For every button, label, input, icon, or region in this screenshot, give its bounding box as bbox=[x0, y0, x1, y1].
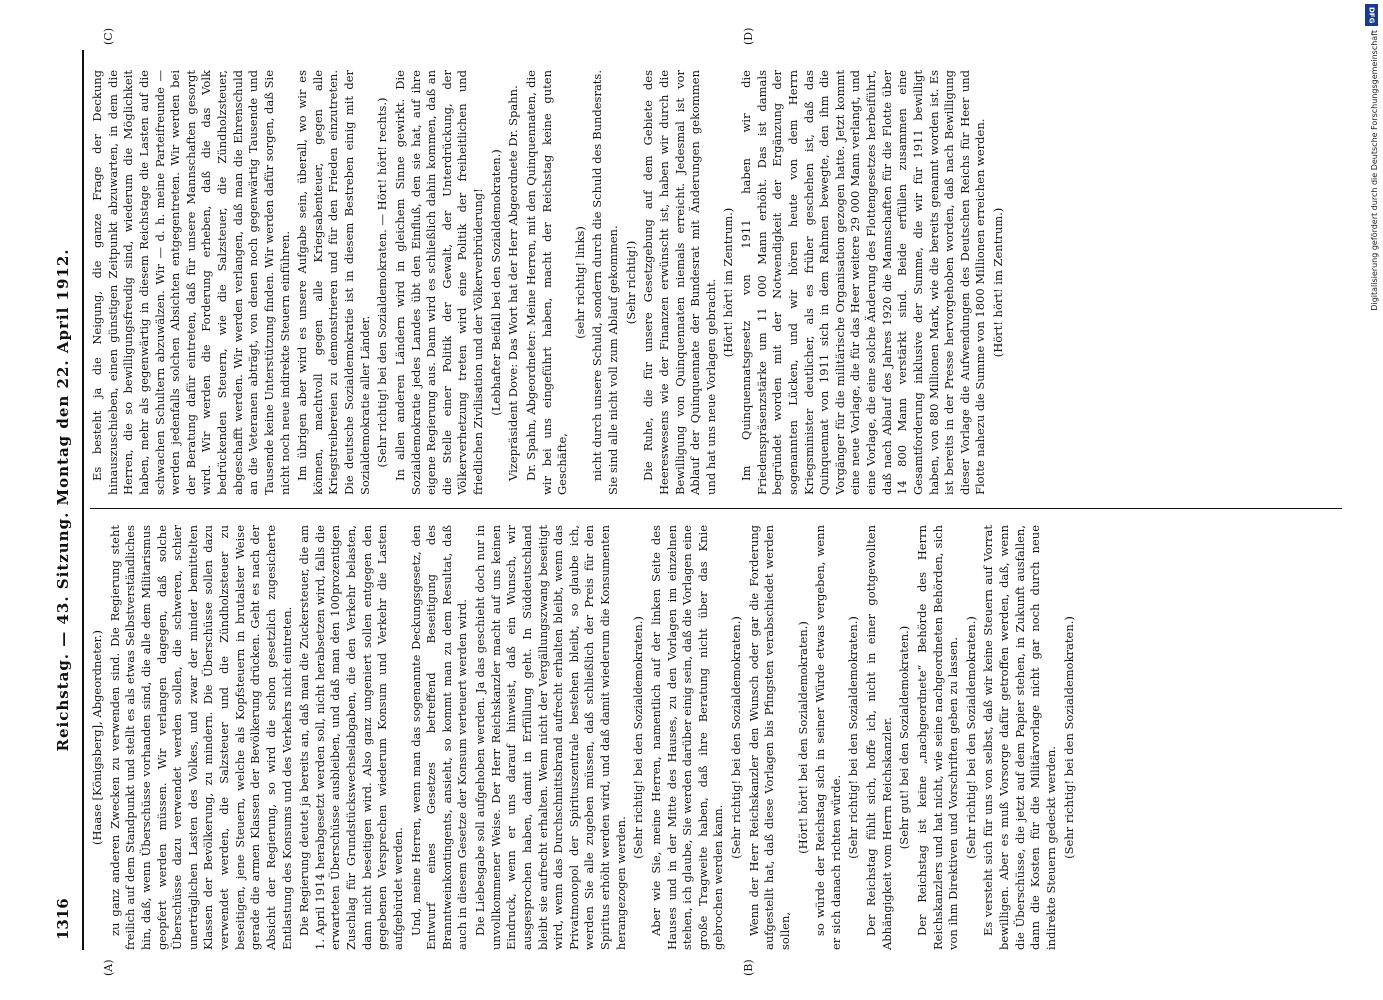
right-paragraph: (Hört! hört! im Zentrum.) bbox=[990, 207, 1005, 358]
left-paragraph: (Sehr richtig! bei den Sozialdemokraten.) bbox=[963, 616, 978, 859]
left-paragraph: Die Liebesgabe soll aufgehoben werden. Ja das geschieht doch nur in unvollkommener Weise. Der Herr Reichskanzler macht auf uns keinen Eindruck, wenn er uns darauf hinweist, daß ein Wunsch, wir ausgesprochen haben, damit in Erfüllung geht. In Süddeutschland bleibt sie aufrecht erhalten. Wenn nicht der Vergällungszwang beseitigt wird, wenn das Durchschnittsbrand aufrecht erhalten bleibt, wenn das Privatmonopol der Spirituszentrale bestehen bleibt, so glaube ich, werden Sie alle zugeben müssen, daß schließlich der Preis für den Spiritus erhöht werden wird, und daß damit wiederum die Konsumenten herangezogen werden. bbox=[472, 525, 628, 950]
right-paragraph: Im Quinquennatsgesetz von 1911 haben wir die Friedenspräsenzstärke um 11 000 Mann erhöht. Das ist damals begründet worden mit der Notwendigkeit der Ergänzung der sogenannten Lücken, und wir hören heute von dem Herrn Kriegsminister deutlicher, als es früher geschehen ist, daß das Quinquennat von 1911 sich in dem Rahmen bewegte, den ihm die Vorgänger für die militärische Organisation gezogen hatte. Jetzt kommt eine neue Vorlage, die für das Heer weitere 29 000 Mann verlangt, und eine Vorlage, die eine solche Änderung des Flottengesetzes herbeiführt, daß nach Ablauf des Jahres 1920 die Mannschaften für die Flotte über 14 800 Mann verstärkt sind. Beide erfüllen zusammen eine Gesamtforderung inklusive der Summe, die wir für 1911 bewilligt haben, von 880 Millionen Mark, wie die bereits genannt worden ist. Es ist bereits in der Presse hervorgehoben worden, daß nach Bewilligung dieser Vorlage die Aufwendungen des Deutschen Reichs für Heer und Flotte nahezu die Summe von 1800 Millionen erreichen werden. bbox=[738, 70, 987, 495]
right-column bbox=[90, 70, 1342, 495]
right-paragraph: (sehr richtig! links) bbox=[572, 226, 587, 339]
right-paragraph: (Hört! hört! im Zentrum.) bbox=[720, 207, 735, 358]
left-paragraph: Die Regierung deutet ja bereits an, daß man die Zuckersteuer, die am 1. April 1914 herabgesetzt werden soll, nicht herabsetzen wird, falls die erwarteten Überschüsse ausbleiben, und daß man den 100prozentigen Zuschlag für Grundstückswechselabgaben, die den Verkehr belasten, dann nicht beseitigen wird. Also ganz ungeniert sollen entgegen den gegebenen Versprechen wiederum Konsum und Verkehr die Lasten aufgebürdet werden. bbox=[296, 525, 405, 950]
right-paragraph: In allen anderen Ländern wird in gleichem Sinne gewirkt. Die Sozialdemokratie jedes Landes übt den Einfluß, den sie hat, auf ihre eigene Regierung aus. Dann wird es schließlich dahin kommen, daß an die Stelle einer Politik der Gewalt, der Unterdrückung, der Völkerverhetzung treten wird eine Politik der freiheitlichen und friedlichen Zivilisation und der Völkerverbrüderung! bbox=[392, 70, 485, 495]
left-paragraph: (Haase [Königsberg], Abgeordneter.) bbox=[89, 629, 104, 846]
left-paragraph: (Sehr richtig! bei den Sozialdemokraten.) bbox=[630, 616, 645, 859]
dfg-logo: DFG bbox=[1365, 4, 1378, 26]
margin-mark-a: (A) bbox=[101, 959, 115, 976]
left-paragraph: Es versteht sich für uns von selbst, daß wir keine Steuern auf Vorrat bewilligen. Aber es muß Vorsorge dafür getroffen werden, daß, wenn die Überschüsse, die jetzt auf dem Papier stehen, in Zukunft ausfallen, dann die Kosten für die Militärvorlage nicht gar noch durch neue indirekte Steuern gedeckt werden. bbox=[980, 525, 1058, 950]
column-divider bbox=[90, 508, 1342, 509]
margin-mark-c: (C) bbox=[101, 28, 115, 45]
left-paragraph: (Sehr richtig! bei den Sozialdemokraten.) bbox=[728, 616, 743, 859]
right-paragraph: Vizepräsident Dove: Das Wort hat der Herr Abgeordnete Dr. Spahn. bbox=[505, 85, 520, 481]
right-paragraph: Dr. Spahn, Abgeordneter: Meine Herren, mit den Quinquennaten, die wir bei uns eingeführt haben, macht der Reichstag keine guten Geschäfte, bbox=[523, 70, 569, 495]
left-paragraph: Und, meine Herren, wenn man das sogenannte Deckungsgesetz, den Entwurf eines Gesetzes betreffend Beseitigung des Branntweinkontingents, ansieht, so kommt man zu dem Resultat, daß auch in diesem Gesetze der Konsum verteuert werden wird. bbox=[408, 525, 469, 950]
page-header bbox=[42, 50, 84, 950]
newspaper-page bbox=[42, 27, 1342, 976]
left-paragraph: (Sehr richtig! bei den Sozialdemokraten.) bbox=[845, 616, 860, 859]
right-paragraph: (Lebhafter Beifall bei den Sozialdemokraten.) bbox=[488, 149, 503, 416]
right-paragraph: Die Ruhe, die für unsere Gesetzgebung auf dem Gebiete des Heereswesens wie der Finanzen erwünscht ist, haben wir durch die Bewilligung von Quinquennaten niemals erreicht. Jedesmal ist vor Ablauf der Quinquennate der Bundesrat mit Änderungen gekommen und hat uns neue Vorlagen gebracht. bbox=[640, 70, 718, 495]
right-paragraph: Im übrigen aber wird es unsere Aufgabe sein, überall, wo wir es können, machtvoll gegen alle Kriegsabenteuer, gegen alle Kriegstreibereien zu demonstrieren und für den Frieden einzutreten. Die deutsche Sozialdemokratie ist in diesem Bestreben einig mit der Sozialdemokratie aller Länder. bbox=[294, 70, 372, 495]
left-paragraph: zu ganz anderen Zwecken zu verwenden sind. Die Regierung steht freilich auf dem Standpunkt und stellt es als etwas Selbstverständliches hin, daß, wenn Überschüsse vorhanden sind, die alle dem Militarismus geopfert werden müssen. Wir verlangen dagegen, daß solche Überschüsse dazu verwendet werden sollen, die schweren, schier unerträglichen Lasten des Volkes, und zwar der minder bemittelten Klassen der Bevölkerung, zu mindern. Die Überschüsse sollen dazu verwendet werden, die Salzsteuer und die Zündholzsteuer zu beseitigen, jene Steuern, welche als Kopfsteuern in brutalster Weise gerade die armen Klassen der Bevölkerung drücken. Geht es nach der Absicht der Regierung, so wird die schon gesetzlich zugesicherte Entlastung des Konsums und des Verkehrs nicht eintreten. bbox=[107, 525, 293, 950]
margin-mark-d: (D) bbox=[741, 27, 755, 45]
left-paragraph: Der Reichstag ist keine „nachgeordnete“ Behörde des Herrn Reichskanzlers und hat nicht, wie seine nachgeordneten Behörden, sich von ihm Direktiven und Vorschriften geben zu lassen. bbox=[914, 525, 960, 950]
right-paragraph: Es besteht ja die Neigung, die ganze Frage der Deckung hinauszuschieben, einen günstigen Zeitpunkt abzuwarten, in dem die Herren, die so bewilligungsfreudig sind, wiederum die Möglichkeit haben, mehr als gegenwärtig in diesem Reichstage die Lasten auf die schwachen Schultern abzuwälzen. Wir — d. h. meine Parteifreunde — werden jedenfalls solchen Absichten entgegentreten. Wir werden bei der Beratung dafür eintreten, daß für unsere Mannschaften gesorgt wird. Wir werden die Forderung erheben, daß die das Volk bedrückenden Steuern, wie die Salzsteuer, die Zündholzsteuer, abgeschafft werden. Wir werden verlangen, daß man die Ehrenschuld an die Veteranen abträgt, von denen noch gegenwärtig Tausende und Tausende keine Unterstützung finden. Wir werden dafür sorgen, daß Sie nicht noch neue indirekte Steuern einführen. bbox=[89, 70, 291, 495]
left-paragraph: Aber wie Sie, meine Herren, namentlich auf der linken Seite des Hauses und in der Mitte des Hauses, zu den Vorlagen im einzelnen stehen, ich glaube, Sie werden darüber einig sein, daß die Vorlagen eine große Tragweite haben, daß ihre Beratung nicht über das Knie gebrochen werden kann. bbox=[648, 525, 725, 950]
margin-mark-b: (B) bbox=[741, 959, 755, 976]
left-paragraph: so würde der Reichstag sich in seiner Würde etwas vergeben, wenn er sich danach richten würde. bbox=[812, 525, 843, 950]
right-paragraph: (Sehr richtig! bei den Sozialdemokraten. — Hört! hört! rechts.) bbox=[374, 97, 389, 468]
page-number: 1316 bbox=[53, 898, 72, 940]
left-paragraph: Wenn der Herr Reichskanzler den Wunsch oder gar die Forderung aufgestellt hat, daß diese Vorlagen bis Pfingsten verabschiedet werden sollen, bbox=[746, 525, 792, 950]
dfg-note: Digitalisierung gefördert durch die Deutsche Forschungsgemeinschaft bbox=[1370, 30, 1379, 311]
left-paragraph: (Sehr gut! bei den Sozialdemokraten.) bbox=[896, 625, 911, 850]
left-paragraph: (Hört! hört! bei den Sozialdemokraten.) bbox=[795, 621, 809, 854]
right-paragraph: nicht durch unsere Schuld, sondern durch die Schuld des Bundesrats. Sie sind alle nicht voll zum Ablauf gekommen. bbox=[589, 70, 620, 495]
page-title: Reichstag. — 43. Sitzung. Montag den 22. April 1912. bbox=[53, 248, 72, 752]
right-paragraph: (Sehr richtig!) bbox=[623, 240, 638, 325]
left-paragraph: (Sehr richtig! bei den Sozialdemokraten.) bbox=[1061, 616, 1075, 859]
left-column bbox=[90, 525, 1342, 950]
left-paragraph: Der Reichstag fühlt sich, hoffe ich, nicht in einer gottgewollten Abhängigkeit vom Herrn Reichskanzler. bbox=[863, 525, 894, 950]
